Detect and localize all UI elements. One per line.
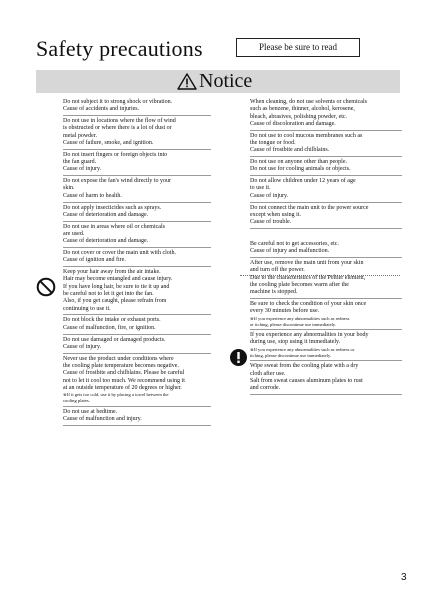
precaution-line: Do not cover or cover the main unit with cloth. bbox=[63, 250, 176, 257]
precaution-line: Due to the characteristics of the Peltier element, bbox=[250, 274, 366, 281]
precaution-line: and turn off the power. bbox=[250, 267, 305, 274]
precaution-line: Cause of malfunction and injury. bbox=[63, 415, 142, 422]
precaution-line: Do not connect the main unit to the power source bbox=[250, 204, 369, 211]
prohibition-icon bbox=[36, 277, 56, 297]
precaution-line: Cause of deterioration and damage. bbox=[63, 211, 149, 218]
right-bottom-group bbox=[250, 239, 402, 395]
precaution-line: Cause of failure, smoke, and ignition. bbox=[63, 139, 154, 146]
precaution-note: or itching, please discontinue use immediately. bbox=[250, 321, 337, 327]
precaution-line: Do not allow children under 12 years of age bbox=[250, 178, 356, 185]
precaution-entry bbox=[63, 116, 211, 150]
precaution-line: When cleaning, do not use solvents or chemicals bbox=[250, 99, 367, 105]
mandatory-exclamation-icon bbox=[230, 349, 247, 366]
precaution-note: itching, please discontinue use immediately. bbox=[250, 352, 332, 358]
precaution-entry bbox=[63, 335, 211, 354]
precaution-entry bbox=[250, 97, 402, 131]
precaution-line: such as benzene, thinner, alcohol, kerosene, bbox=[250, 106, 355, 113]
page-title: Safety precautions bbox=[36, 36, 203, 61]
right-precaution-column bbox=[250, 97, 402, 395]
precaution-line: during use, stop using it immediately. bbox=[250, 339, 341, 346]
precaution-line: Do not use for cooling animals or objects. bbox=[250, 166, 351, 173]
warning-triangle-icon bbox=[177, 73, 197, 90]
precaution-line: Cause of injury. bbox=[63, 343, 102, 350]
precaution-line: to use it. bbox=[250, 185, 271, 192]
page-number: 3 bbox=[401, 572, 407, 583]
precaution-line: and corrode. bbox=[250, 385, 280, 392]
precaution-line: not to let it cool too much. We recommend using it bbox=[63, 377, 185, 384]
precaution-entry bbox=[250, 330, 402, 361]
precaution-line: Do not apply insecticides such as sprays. bbox=[63, 204, 162, 211]
precaution-line: Cause of trouble. bbox=[250, 219, 292, 226]
precaution-entry bbox=[63, 150, 211, 176]
precaution-line: Cause of injury. bbox=[250, 192, 289, 199]
precaution-note: ※If you experience any abnormalities such as redness or bbox=[250, 346, 355, 352]
precaution-line: Also, if you get caught, please refrain from bbox=[63, 298, 167, 305]
precaution-line: are used. bbox=[63, 230, 85, 237]
precaution-entry bbox=[250, 299, 402, 330]
precaution-line: Do not block the intake or exhaust ports. bbox=[63, 317, 161, 324]
precaution-line: Cause of frostbite and chilblains. bbox=[250, 147, 330, 154]
precaution-line: the cooling plate becomes warm after the bbox=[250, 281, 349, 288]
precaution-line: Do not use on anyone other than people. bbox=[250, 159, 347, 166]
precaution-entry bbox=[250, 361, 402, 395]
precaution-line: Do not use in areas where oil or chemicals bbox=[63, 223, 165, 230]
precaution-line: Cause of deterioration and damage. bbox=[63, 238, 149, 245]
precaution-line: Do not insert fingers or foreign objects into bbox=[63, 151, 168, 158]
precaution-entry bbox=[63, 248, 211, 267]
precaution-line: Cause of injury. bbox=[63, 166, 102, 173]
precaution-entry bbox=[63, 176, 211, 202]
precaution-line: Cause of discoloration and damage. bbox=[250, 120, 336, 127]
precaution-line: Do not use damaged or damaged products. bbox=[63, 336, 166, 343]
precaution-line: Keep your hair away from the air intake. bbox=[63, 269, 161, 276]
precaution-entry bbox=[63, 222, 211, 248]
precaution-entry bbox=[250, 239, 402, 258]
precaution-line: machine is stopped. bbox=[250, 289, 298, 296]
precaution-line: Cause of malfunction, fire, or ignition. bbox=[63, 324, 156, 331]
precaution-line: the cooling plate temperature becomes negative. bbox=[63, 362, 179, 369]
precaution-entry bbox=[63, 315, 211, 334]
precaution-line: bleach, abrasives, polishing powder, etc. bbox=[250, 113, 348, 120]
precaution-note: ※If it gets too cold, use it by placing a towel between the bbox=[63, 392, 169, 398]
precaution-line: Wipe sweat from the cooling plate with a dry bbox=[250, 363, 359, 370]
precaution-line: skin. bbox=[63, 185, 75, 192]
precaution-line: After use, remove the main unit from your skin bbox=[250, 260, 364, 267]
precaution-note: cooling plates. bbox=[63, 398, 90, 404]
precaution-entry bbox=[250, 131, 402, 157]
precaution-line: Cause of ignition and fire. bbox=[63, 257, 126, 264]
precaution-line: Never use the product under conditions where bbox=[63, 355, 174, 362]
notice-title: Notice bbox=[199, 70, 253, 92]
precaution-note: ※If you experience any abnormalities such as redness bbox=[250, 315, 350, 321]
precaution-line: except when using it. bbox=[250, 211, 301, 218]
precaution-entry bbox=[250, 157, 402, 176]
precaution-line: Cause of accidents and injuries. bbox=[63, 106, 140, 113]
precaution-line: at an outside temperature of 20 degrees or higher. bbox=[63, 384, 182, 391]
precaution-entry bbox=[63, 203, 211, 222]
notice-banner bbox=[36, 70, 400, 93]
precaution-line: Be careful not to get accessories, etc. bbox=[250, 240, 339, 247]
precaution-line: If you experience any abnormalities in your body bbox=[250, 332, 369, 339]
precaution-line: is obstructed or where there is a lot of dust or bbox=[63, 125, 172, 132]
precaution-line: Hair may become entangled and cause injury. bbox=[63, 276, 173, 283]
precaution-entry bbox=[63, 354, 211, 407]
precaution-line: the fan guard. bbox=[63, 159, 97, 166]
precaution-entry bbox=[63, 407, 211, 426]
precaution-entry bbox=[250, 176, 402, 202]
precaution-entry bbox=[250, 258, 402, 299]
precaution-line: Do not use to cool mucous membranes such as bbox=[250, 132, 363, 139]
precaution-line: Cause of frostbite and chilblains. Please be careful bbox=[63, 370, 185, 377]
precaution-line: Do not use at bedtime. bbox=[63, 408, 118, 415]
precaution-line: Do not expose the fan's wind directly to your bbox=[63, 178, 172, 185]
precaution-line: Do not subject it to strong shock or vibration. bbox=[63, 99, 173, 105]
precaution-line: continuing to use it. bbox=[63, 305, 111, 312]
precaution-line: be careful not to let it get into the fan. bbox=[63, 291, 154, 298]
precaution-entry bbox=[250, 203, 402, 229]
precaution-line: Be sure to check the condition of your skin once bbox=[250, 301, 367, 308]
precaution-line: Cause of harm to health. bbox=[63, 192, 122, 199]
precaution-line: Do not use in locations where the flow of wind bbox=[63, 118, 176, 125]
precaution-line: metal powder. bbox=[63, 132, 97, 139]
precaution-line: Salt from sweat causes aluminum plates to rust bbox=[250, 377, 363, 384]
read-badge: Please be sure to read bbox=[236, 38, 360, 57]
precaution-line: the tongue or food. bbox=[250, 139, 296, 146]
left-precaution-column bbox=[63, 97, 211, 426]
right-top-group bbox=[250, 97, 402, 229]
precaution-line: If you have long hair, be sure to tie it up and bbox=[63, 283, 170, 290]
precaution-entry bbox=[63, 97, 211, 116]
precaution-line: every 30 minutes before use. bbox=[250, 308, 320, 315]
precaution-line: Cause of injury and malfunction. bbox=[250, 248, 330, 255]
precaution-entry bbox=[63, 267, 211, 315]
precaution-line: cloth after use. bbox=[250, 370, 286, 377]
